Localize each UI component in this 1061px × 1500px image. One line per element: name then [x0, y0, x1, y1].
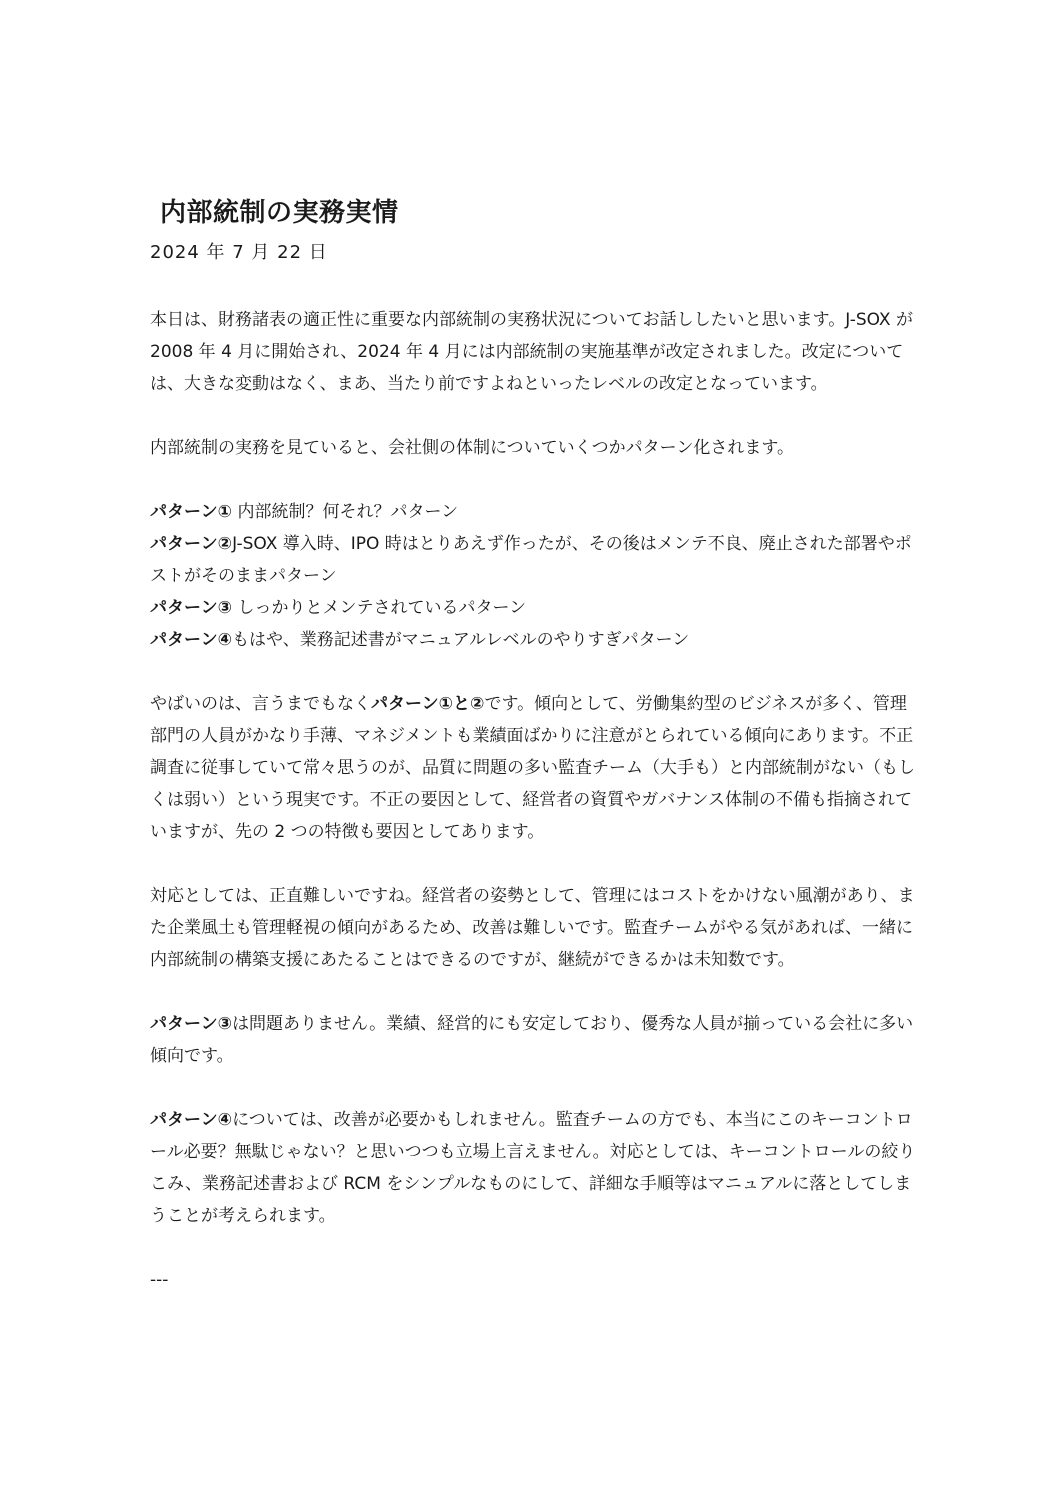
pattern-text: J-SOX 導入時、IPO 時はとりあえず作ったが、その後はメンテ不良、廃止された部署やポストがそのままパターン: [150, 534, 912, 586]
lead-paragraph: 内部統制の実務を見ていると、会社側の体制についていくつかパターン化されます。: [150, 438, 794, 458]
pattern-label: パターン④: [150, 630, 233, 650]
horizontal-rule-text: ---: [150, 1270, 169, 1290]
risk-text-after: です。傾向として、労働集約型のビジネスが多く、管理部門の人員がかなり手薄、マネジメントも業績面ばかりに注意がとられている傾向にあります。不正調査に従事していて常々思うのが、品質に問題の多い監査チーム（大手も）と内部統制がない（もしくは弱い）という現実です。不正の要因として、経営者の資質やガバナンス体制の不備も指摘されていますが、先の 2 つの特徴も要因としてあります。: [150, 694, 915, 842]
document-body: [150, 190, 920, 1296]
response-paragraph: 対応としては、正直難しいですね。経営者の姿勢として、管理にはコストをかけない風潮があり、また企業風土も管理軽視の傾向があるため、改善は難しいです。監査チームがやる気があれば、一緒に内部統制の構築支援にあたることはできるのですが、継続ができるかは未知数です。: [150, 886, 915, 970]
pattern3-paragraph: [150, 1008, 920, 1072]
pattern3-label: パターン③: [150, 1014, 233, 1034]
pattern3-text: は問題ありません。業績、経営的にも安定しており、優秀な人員が揃っている会社に多い傾向です。: [150, 1014, 914, 1066]
pattern-label: パターン③: [150, 598, 233, 618]
pattern-item-1: [150, 496, 920, 528]
pattern4-text: については、改善が必要かもしれません。監査チームの方でも、本当にこのキーコントロール必要？無駄じゃない？と思いつつも立場上言えません。対応としては、キーコントロールの絞りこみ、業務記述書および RCM をシンプルなものにして、詳細な手順等はマニュアルに落としてしまうことが考えられます。: [150, 1110, 916, 1226]
risk-paragraph: [150, 688, 920, 848]
risk-bold-patterns: パターン①と②: [371, 694, 485, 714]
pattern-list: [150, 496, 920, 656]
document-date: 2024 年 7 月 22 日: [150, 242, 328, 263]
pattern4-paragraph: [150, 1104, 920, 1232]
pattern-text: もはや、業務記述書がマニュアルレベルのやりすぎパターン: [232, 630, 690, 650]
document-title: 内部統制の実務実情: [160, 198, 399, 228]
pattern-item-2: [150, 528, 920, 592]
pattern-label: パターン②: [150, 534, 233, 554]
pattern-item-4: [150, 624, 920, 656]
intro-paragraph: 本日は、財務諸表の適正性に重要な内部統制の実務状況についてお話ししたいと思います。J-SOX が 2008 年 4 月に開始され、2024 年 4 月には内部統制の実施基準が改定されました。改定については、大きな変動はなく、まあ、当たり前ですよねといったレベルの改定となっています。: [150, 310, 913, 394]
pattern4-label: パターン④: [150, 1110, 233, 1130]
pattern-label: パターン①: [150, 502, 233, 522]
pattern-item-3: [150, 592, 920, 624]
pattern-text: しっかりとメンテされているパターン: [232, 598, 527, 618]
risk-text-before: やばいのは、言うまでもなく: [150, 694, 371, 714]
pattern-text: 内部統制？何それ？パターン: [232, 502, 459, 522]
